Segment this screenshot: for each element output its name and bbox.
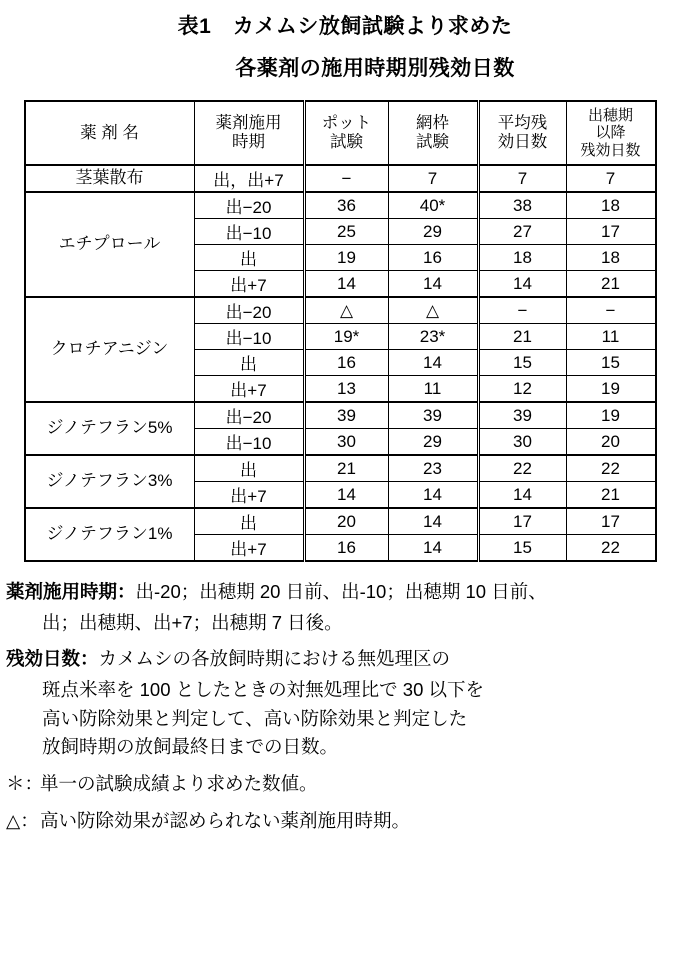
cell-net: 7 <box>388 165 478 192</box>
cell-net: △ <box>388 297 478 324</box>
cell-pot: 21 <box>304 455 388 482</box>
cell-avg: 27 <box>478 219 566 245</box>
cell-avg: 15 <box>478 535 566 562</box>
note-application-timing-line2: 出；出穂期、出+7；出穂期 7 日後。 <box>42 611 343 633</box>
cell-avg: 22 <box>478 455 566 482</box>
table-container <box>0 100 680 562</box>
cell-avg: 17 <box>478 508 566 535</box>
table-title <box>0 10 680 82</box>
cell-after: 22 <box>566 455 656 482</box>
cell-pot: 30 <box>304 429 388 456</box>
cell-after: 21 <box>566 271 656 298</box>
cell-pot: − <box>304 165 388 192</box>
table-header-row <box>25 101 656 165</box>
note-residual-days-label: 残効日数： <box>6 648 99 670</box>
table-row <box>25 165 656 192</box>
cell-net: 40* <box>388 192 478 219</box>
cell-pot: 20 <box>304 508 388 535</box>
cell-timing: 出 <box>194 350 304 376</box>
note-residual-days-line2: 斑点米率を 100 としたときの対無処理比で 30 以下を <box>42 679 485 701</box>
document-page <box>0 10 680 955</box>
cell-after: 7 <box>566 165 656 192</box>
cell-timing: 出，出+7 <box>194 165 304 192</box>
cell-pot: 36 <box>304 192 388 219</box>
note-asterisk-symbol: ＊： <box>6 773 44 795</box>
table-body <box>25 165 656 561</box>
cell-after: 11 <box>566 324 656 350</box>
cell-pot: 16 <box>304 350 388 376</box>
cell-net: 29 <box>388 429 478 456</box>
note-asterisk <box>6 770 674 799</box>
cell-timing: 出−10 <box>194 324 304 350</box>
column-header-chemical-name <box>25 101 195 165</box>
cell-pot: 39 <box>304 402 388 429</box>
cell-avg: 14 <box>478 271 566 298</box>
note-triangle-symbol: △： <box>6 809 39 831</box>
cell-pot: 25 <box>304 219 388 245</box>
cell-net: 14 <box>388 508 478 535</box>
cell-timing: 出+7 <box>194 482 304 509</box>
cell-after: − <box>566 297 656 324</box>
cell-pot: △ <box>304 297 388 324</box>
note-application-timing-line1: 出-20；出穂期 20 日前、出-10；出穂期 10 日前、 <box>135 581 547 602</box>
table-row <box>25 297 656 324</box>
column-header-net-frame-test-line1: 網枠 <box>416 114 449 133</box>
cell-net: 23* <box>388 324 478 350</box>
cell-avg: 15 <box>478 350 566 376</box>
cell-avg: 14 <box>478 482 566 509</box>
cell-net: 16 <box>388 245 478 271</box>
column-header-pot-test <box>304 101 388 165</box>
cell-timing: 出−20 <box>194 192 304 219</box>
residual-efficacy-table <box>24 100 657 562</box>
cell-pot: 19* <box>304 324 388 350</box>
note-asterisk-text: 単一の試験成績より求めた数値。 <box>40 773 318 795</box>
cell-avg: − <box>478 297 566 324</box>
cell-after: 18 <box>566 245 656 271</box>
cell-after: 21 <box>566 482 656 509</box>
cell-net: 14 <box>388 271 478 298</box>
cell-timing: 出 <box>194 508 304 535</box>
table-title-line-1: 表1 カメムシ放飼試験より求めた <box>177 15 513 38</box>
column-header-chemical-name-text: 薬 剤 名 <box>80 123 139 142</box>
cell-avg: 30 <box>478 429 566 456</box>
table-row <box>25 192 656 219</box>
column-header-average-days-line1: 平均残 <box>497 114 548 133</box>
cell-timing: 出−10 <box>194 219 304 245</box>
note-residual-days-line3: 高い防除効果と判定して、高い防除効果と判定した <box>42 707 468 729</box>
cell-timing: 出−20 <box>194 297 304 324</box>
row-group-name: 茎葉散布 <box>25 165 195 192</box>
table-row <box>25 402 656 429</box>
cell-avg: 21 <box>478 324 566 350</box>
cell-avg: 38 <box>478 192 566 219</box>
cell-pot: 14 <box>304 271 388 298</box>
cell-after: 22 <box>566 535 656 562</box>
column-header-pot-test-line2: 試験 <box>330 133 363 151</box>
column-header-after-heading-days <box>566 101 656 165</box>
cell-after: 18 <box>566 192 656 219</box>
column-header-average-days-line2: 効日数 <box>497 133 548 151</box>
cell-timing: 出+7 <box>194 535 304 562</box>
table-title-line-2: 各薬剤の施用時期別残効日数 <box>235 57 515 80</box>
row-group-name: ジノテフラン1% <box>25 508 195 561</box>
cell-net: 14 <box>388 535 478 562</box>
column-header-after-heading-days-line3: 残効日数 <box>580 141 641 159</box>
row-group-name: エチプロール <box>25 192 195 297</box>
column-header-average-days <box>478 101 566 165</box>
column-header-net-frame-test <box>388 101 478 165</box>
column-header-after-heading-days-line1: 出穂期 <box>587 107 633 125</box>
note-application-timing-label: 薬剤施用時期： <box>6 581 136 602</box>
cell-avg: 7 <box>478 165 566 192</box>
cell-pot: 19 <box>304 245 388 271</box>
note-residual-days-line4: 放飼時期の放飼最終日までの日数。 <box>42 736 339 758</box>
cell-net: 39 <box>388 402 478 429</box>
note-triangle <box>6 807 674 836</box>
cell-after: 19 <box>566 402 656 429</box>
cell-net: 14 <box>388 350 478 376</box>
cell-after: 17 <box>566 508 656 535</box>
note-residual-days <box>6 645 674 674</box>
column-header-after-heading-days-line2: 以降 <box>595 124 626 142</box>
cell-pot: 16 <box>304 535 388 562</box>
column-header-application-timing <box>194 101 304 165</box>
note-residual-days-line1: カメムシの各放飼時期における無処理区の <box>98 648 451 670</box>
column-header-pot-test-line1: ポット <box>321 114 372 133</box>
column-header-net-frame-test-line2: 試験 <box>416 133 449 151</box>
cell-net: 14 <box>388 482 478 509</box>
row-group-name: ジノテフラン3% <box>25 455 195 508</box>
cell-timing: 出−20 <box>194 402 304 429</box>
table-notes <box>6 578 674 835</box>
cell-after: 17 <box>566 219 656 245</box>
cell-net: 11 <box>388 376 478 403</box>
cell-avg: 18 <box>478 245 566 271</box>
cell-avg: 12 <box>478 376 566 403</box>
cell-timing: 出 <box>194 245 304 271</box>
note-application-timing <box>6 578 674 607</box>
row-group-name: クロチアニジン <box>25 297 195 402</box>
column-header-application-timing-line1: 薬剤施用 <box>215 114 282 133</box>
cell-net: 29 <box>388 219 478 245</box>
cell-timing: 出 <box>194 455 304 482</box>
cell-timing: 出−10 <box>194 429 304 456</box>
cell-pot: 14 <box>304 482 388 509</box>
cell-avg: 39 <box>478 402 566 429</box>
note-triangle-text: 高い防除効果が認められない薬剤施用時期。 <box>40 809 411 831</box>
cell-after: 15 <box>566 350 656 376</box>
cell-timing: 出+7 <box>194 376 304 403</box>
cell-net: 23 <box>388 455 478 482</box>
table-row <box>25 508 656 535</box>
table-header <box>25 101 656 165</box>
column-header-application-timing-line2: 時期 <box>232 133 265 151</box>
cell-pot: 13 <box>304 376 388 403</box>
cell-after: 19 <box>566 376 656 403</box>
cell-after: 20 <box>566 429 656 456</box>
row-group-name: ジノテフラン5% <box>25 402 195 455</box>
cell-timing: 出+7 <box>194 271 304 298</box>
table-row <box>25 455 656 482</box>
